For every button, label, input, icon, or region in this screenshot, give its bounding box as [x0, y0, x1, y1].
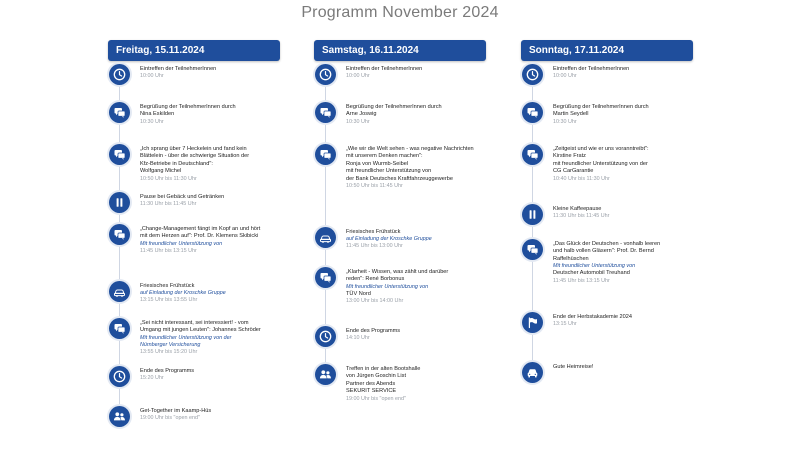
- event-time: 11:45 Uhr bis 13:00 Uhr: [346, 243, 403, 250]
- chat-icon: [109, 224, 130, 245]
- event-time: 13:15 Uhr bis 13:55 Uhr: [140, 297, 198, 304]
- chat-icon: [109, 318, 130, 339]
- event-title: Friesisches Frühstück: [140, 283, 195, 289]
- event-title: Treffen in der alten Bootshalle von Jürgen Goschin List Partner des Abends SEKURIT SERVICE: [346, 366, 421, 395]
- event-time: 10:00 Uhr: [140, 73, 164, 80]
- event-title: Ende des Programms: [140, 368, 195, 374]
- event-time: 10:40 Uhr bis 11:30 Uhr: [553, 175, 610, 182]
- event-text: [140, 66, 290, 81]
- event-text: [553, 146, 703, 183]
- day-header: Sonntag, 17.11.2024: [521, 40, 693, 61]
- pause-icon: [109, 192, 130, 213]
- day-column: [314, 40, 486, 440]
- event-sponsor: Mit freundlicher Unterstützung von: [140, 240, 223, 247]
- chat-icon: [315, 102, 336, 123]
- event-title: Eintreffen der TeilnehmerInnen: [346, 66, 423, 72]
- chat-icon: [315, 267, 336, 288]
- event-title: Ende des Programms: [346, 328, 401, 334]
- car-icon: [109, 281, 130, 302]
- event-sponsor-name: Deutscher Automobil Treuhand: [553, 270, 630, 277]
- event-text: [346, 146, 496, 190]
- event-title: „Sei nicht interessant, sei interessiert! - vom Umgang mit jungen Leuten": Johannes Schröder: [140, 320, 261, 334]
- event-time: 10:50 Uhr bis 11:45 Uhr: [346, 183, 403, 190]
- event-time: 11:30 Uhr bis 11:45 Uhr: [553, 213, 610, 220]
- event-title: Begrüßung der TeilnehmerInnen durch Martin Seydell: [553, 104, 649, 118]
- event-sponsor: Mit freundlicher Unterstützung von der Nürnberger Versicherung: [140, 334, 232, 348]
- event-title: Kleine Kaffeepause: [553, 206, 602, 212]
- event-time: 13:55 Uhr bis 15:20 Uhr: [140, 348, 198, 355]
- clock-icon: [109, 64, 130, 85]
- event-time: 11:45 Uhr bis 13:15 Uhr: [553, 277, 610, 284]
- timeline-line: [532, 80, 533, 378]
- event-text: [140, 194, 290, 209]
- event-text: [346, 229, 496, 251]
- chat-icon: [522, 239, 543, 260]
- event-time: 11:30 Uhr bis 11:45 Uhr: [140, 201, 197, 208]
- event-time: 10:30 Uhr: [346, 118, 370, 125]
- day-column: [521, 40, 693, 440]
- event-sponsor: auf Einladung der Kroschke Gruppe: [346, 236, 432, 243]
- event-time: 10:00 Uhr: [553, 73, 577, 80]
- event-title: Begrüßung der TeilnehmerInnen durch Arne Joswig: [346, 104, 442, 118]
- users-icon: [315, 364, 336, 385]
- event-text: [140, 368, 290, 383]
- page-title: Programm November 2024: [301, 4, 499, 21]
- chat-icon: [522, 144, 543, 165]
- event-sponsor: auf Einladung der Kroschke Gruppe: [140, 290, 226, 297]
- event-text: [553, 66, 703, 81]
- event-text: [140, 146, 290, 183]
- event-title: „Change-Management fängt im Kopf an und hört mit dem Herzen auf": Prof. Dr. Klemens Skibicki: [140, 226, 261, 240]
- event-title: „Klarheit - Wissen, was zählt und darüber reden": René Borbonus: [346, 269, 449, 283]
- event-text: [553, 364, 703, 371]
- chat-icon: [109, 102, 130, 123]
- clock-icon: [109, 366, 130, 387]
- event-text: [553, 314, 703, 329]
- timeline: [108, 64, 280, 440]
- event-sponsor: Mit freundlicher Unterstützung von: [346, 283, 429, 290]
- clock-icon: [315, 64, 336, 85]
- event-time: 10:50 Uhr bis 11:30 Uhr: [140, 175, 197, 182]
- event-time: 10:00 Uhr: [346, 73, 370, 80]
- event-text: [553, 241, 703, 285]
- event-text: [346, 104, 496, 126]
- chat-icon: [315, 144, 336, 165]
- event-text: [346, 366, 496, 403]
- day-column: [108, 40, 280, 440]
- event-time: 15:20 Uhr: [140, 375, 164, 382]
- event-time: 14:10 Uhr: [346, 335, 370, 342]
- event-sponsor: Mit freundlicher Unterstützung von: [553, 263, 636, 270]
- car-icon: [315, 227, 336, 248]
- timeline: [314, 64, 486, 440]
- car-front-icon: [522, 362, 543, 383]
- day-header: Freitag, 15.11.2024: [108, 40, 280, 61]
- event-time: 13:15 Uhr: [553, 321, 577, 328]
- event-text: [140, 104, 290, 126]
- event-time: 10:30 Uhr: [553, 118, 577, 125]
- clock-icon: [315, 326, 336, 347]
- event-title: „Zeitgeist und wie er uns voranntreibt": Kirstine Fratz mit freundlicher Unterstützung von der CG CarGarantie: [553, 146, 649, 175]
- timeline: [521, 64, 693, 440]
- event-title: Friesisches Frühstück: [346, 229, 401, 235]
- event-time: 13:00 Uhr bis 14:00 Uhr: [346, 298, 404, 305]
- event-time: 10:30 Uhr: [140, 118, 164, 125]
- event-title: Begrüßung der TeilnehmerInnen durch Nina Eskilden: [140, 104, 236, 118]
- event-sponsor-name: TÜV Nord: [346, 290, 371, 297]
- pause-icon: [522, 204, 543, 225]
- event-title: Get-Together im Kaamp-Hüs: [140, 408, 212, 414]
- event-title: „Wie wir die Welt sehen - was negative Nachrichten mit unserem Denken machen": Ronja von Wurmb-Seibel mit freundlicher Unterstützung von der Bank Deutsches Kraftfahrzeuggewerbe: [346, 146, 474, 182]
- event-text: [553, 206, 703, 221]
- event-title: Gute Heimreise!: [553, 364, 594, 370]
- event-title: „Das Glück der Deutschen - vonhalb leeren und halb vollen Gläsern": Prof. Dr. Bernd Raffelhüschen: [553, 241, 661, 262]
- users-icon: [109, 406, 130, 427]
- chat-icon: [109, 144, 130, 165]
- event-time: 19:00 Uhr bis "open end": [346, 395, 406, 402]
- event-text: [346, 66, 496, 81]
- event-title: Eintreffen der TeilnehmerInnen: [553, 66, 630, 72]
- clock-icon: [522, 64, 543, 85]
- event-text: [140, 283, 290, 305]
- event-title: Eintreffen der TeilnehmerInnen: [140, 66, 217, 72]
- event-time: 19:00 Uhr bis "open end": [140, 415, 200, 422]
- event-text: [346, 269, 496, 306]
- event-time: 11:45 Uhr bis 13:15 Uhr: [140, 247, 197, 254]
- chat-icon: [522, 102, 543, 123]
- event-title: Pause bei Gebäck und Getränken: [140, 194, 225, 200]
- day-header: Samstag, 16.11.2024: [314, 40, 486, 61]
- event-title: Ende der Herbstakademie 2024: [553, 314, 632, 320]
- event-text: [140, 226, 290, 255]
- event-title: „Ich sprang über 7 Heckelein und fand kein Blättelein - über die schwierige Situation der Kfz-Betriebe in Deutschland": Wolfgang Michel: [140, 146, 250, 175]
- flag-icon: [522, 312, 543, 333]
- event-text: [553, 104, 703, 126]
- event-text: [140, 320, 290, 356]
- event-text: [346, 328, 496, 343]
- event-text: [140, 408, 290, 423]
